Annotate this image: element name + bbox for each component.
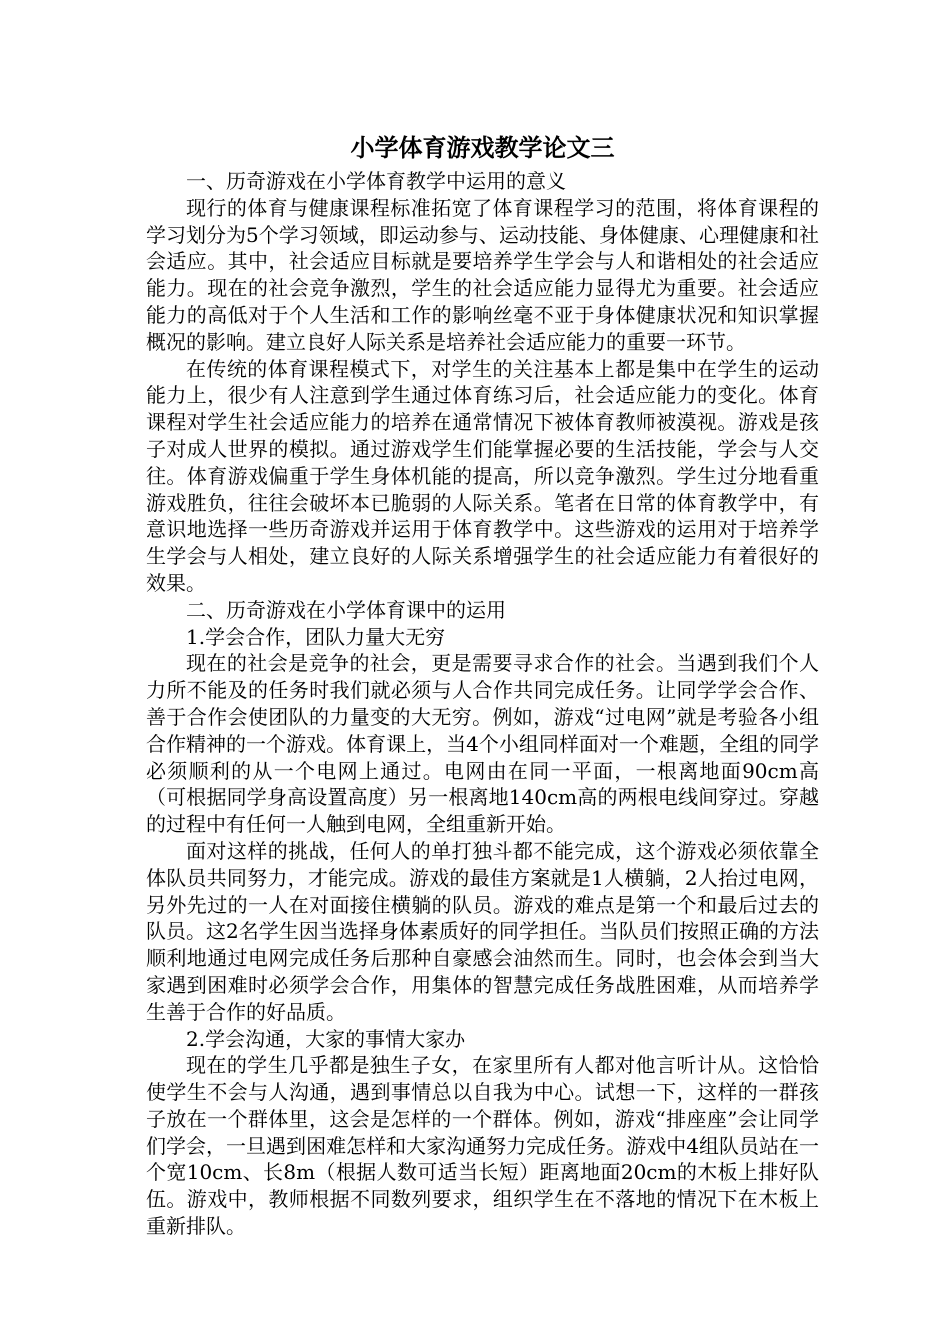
document-title: 小学体育游戏教学论文三 [350, 133, 615, 162]
paragraph: 面对这样的挑战，任何人的单打独斗都不能完成，这个游戏必须依靠全体队员共同努力，才能完成。游戏的最佳方案就是1人横躺，2人抬过电网，另外先过的一人在对面接住横躺的队员。游戏的难点是第一个和最后过去的队员。这2名学生因当选择身体素质好的同学担任。当队员们按照正确的方法顺利地通过电网完成任务后那种自豪感会油然而生。同时，也会体会到当大家遇到困难时必须学会合作，用集体的智慧完成任务战胜困难，从而培养学生善于合作的好品质。 [146, 838, 819, 1024]
paragraph: 现行的体育与健康课程标准拓宽了体育课程学习的范围，将体育课程的学习划分为5个学习领域，即运动参与、运动技能、身体健康、心理健康和社会适应。其中，社会适应目标就是要培养学生学会与人和谐相处的社会适应能力。现在的社会竞争激烈，学生的社会适应能力显得尤为重要。社会适应能力的高低对于个人生活和工作的影响丝毫不亚于身体健康状况和知识掌握概况的影响。建立良好人际关系是培养社会适应能力的重要一环节。 [146, 195, 819, 354]
paragraph: 现在的社会是竞争的社会，更是需要寻求合作的社会。当遇到我们个人力所不能及的任务时我们就必须与人合作共同完成任务。让同学学会合作、善于合作会使团队的力量变的大无穷。例如，游戏“过电网”就是考验各小组合作精神的一个游戏。体育课上，当4个小组同样面对一个难题，全组的同学必须顺利的从一个电网上通过。电网由在同一平面，一根离地面90cm高（可根据同学身高设置高度）另一根离地140cm高的两根电线间穿过。穿越的过程中有任何一人触到电网，全组重新开始。 [146, 651, 819, 837]
section-heading: 二、历奇游戏在小学体育课中的运用 [186, 597, 506, 622]
subsection-heading: 2.学会沟通，大家的事情大家办 [186, 1026, 466, 1051]
paragraph: 现在的学生几乎都是独生子女，在家里所有人都对他言听计从。这恰恰使学生不会与人沟通，遇到事情总以自我为中心。试想一下，这样的一群孩子放在一个群体里，这会是怎样的一个群体。例如，游戏“排座座”会让同学们学会，一旦遇到困难怎样和大家沟通努力完成任务。游戏中4组队员站在一个宽10cm、长8m（根据人数可适当长短）距离地面20cm的木板上排好队伍。游戏中，教师根据不同数列要求，组织学生在不落地的情况下在木板上重新排队。 [146, 1053, 819, 1239]
section-heading: 一、历奇游戏在小学体育教学中运用的意义 [186, 169, 566, 193]
subsection-heading: 1.学会合作，团队力量大无穷 [186, 624, 446, 649]
document-page [146, 128, 819, 1240]
paragraph: 在传统的体育课程模式下，对学生的关注基本上都是集中在学生的运动能力上，很少有人注意到学生通过体育练习后，社会适应能力的变化。体育课程对学生社会适应能力的培养在通常情况下被体育教师被漠视。游戏是孩子对成人世界的模拟。通过游戏学生们能掌握必要的生活技能，学会与人交往。体育游戏偏重于学生身体机能的提高，所以竞争激烈。学生过分地看重游戏胜负，往往会破坏本已脆弱的人际关系。笔者在日常的体育教学中，有意识地选择一些历奇游戏并运用于体育教学中。这些游戏的运用对于培养学生学会与人相处，建立良好的人际关系增强学生的社会适应能力有着很好的效果。 [146, 356, 819, 595]
